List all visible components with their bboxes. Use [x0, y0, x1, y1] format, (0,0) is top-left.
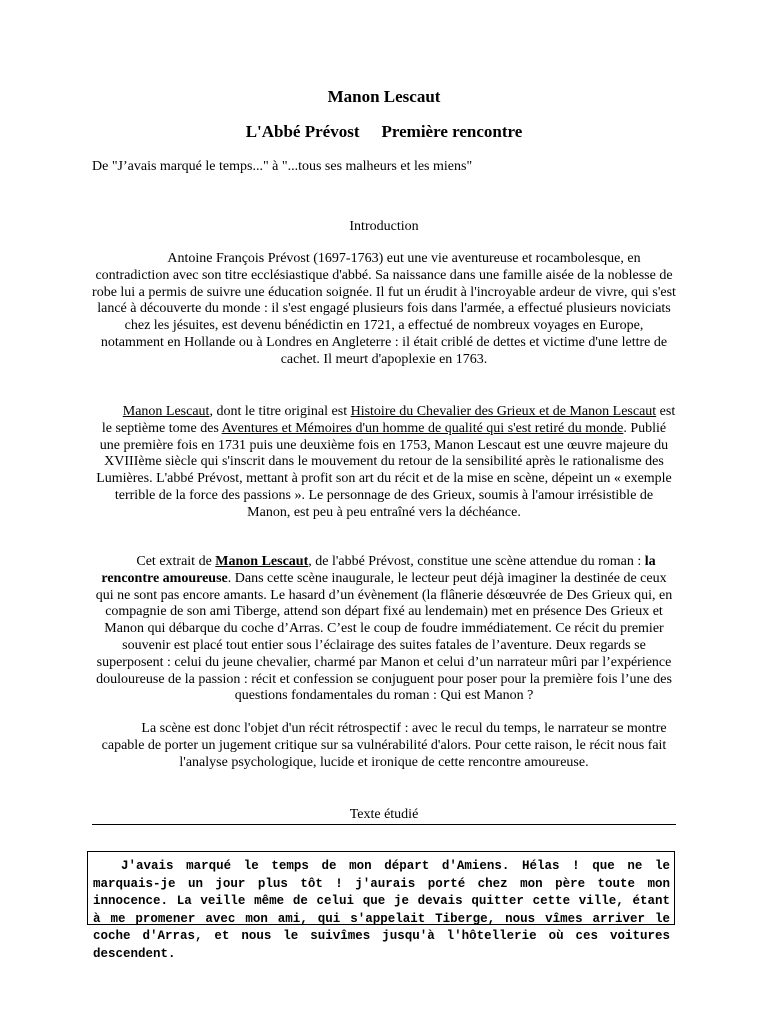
- paragraph-text: , dont le titre original est: [209, 404, 351, 419]
- introduction-paragraph-work: [92, 404, 676, 522]
- introduction-paragraph-biography: Antoine François Prévost (1697-1763) eut une vie aventureuse et rocambolesque, en contradiction avec son titre ecclésiastique d'abbé. Sa naissance dans une famille aisée de la noblesse de robe lui a permis de suivre une éducation soignée. Il fut un érudit à l'incroyable ardeur de vivre, qui s'est lancé à découverte du monde : il s'est engagé plusieurs fois dans l'armée, a effectué plusieurs noviciats chez les jésuites, est devenu bénédictin en 1721, a effectué de nombreux voyages en Europe, notamment en Hollande ou à Londres en Angleterre : il était criblé de dettes et victime d'une lettre de cachet. Il meurt d'apoplexie en 1763.: [92, 251, 676, 367]
- work-title-link[interactable]: Manon Lescaut: [122, 404, 210, 419]
- studied-text: J'avais marqué le temps de mon départ d'Amiens. Hélas ! que ne le marquais-je un jour plus tôt ! j'aurais porté chez mon père toute mon innocence. La veille même de celui que je devais quitter cette ville, étant à me promener avec mon ami, qui s'appelait Tiberge, nous vîmes arriver le coche d'Arras, et nous le suivîmes jusqu'à l'hôtellerie où ces voitures descendent.: [93, 859, 670, 961]
- section-divider: [92, 824, 676, 825]
- section-name: Première rencontre: [381, 122, 523, 141]
- studied-text-heading: Texte étudié: [349, 807, 419, 822]
- paragraph-text: Cet extrait de: [136, 554, 216, 569]
- extract-range: De "J’avais marqué le temps..." à "...tous ses malheurs et les miens": [92, 159, 473, 174]
- scene-name-bold: la rencontre amoureuse: [101, 554, 656, 586]
- studied-text-box: [87, 851, 675, 961]
- paragraph-text: . Dans cette scène inaugurale, le lecteur peut déjà imaginer la destinée de ceux qui ne sont pas encore amants. Le hasard d’un évènement (la flânerie désœuvrée de Des Grieux qui, en compagnie de son ami Tiberge, attend son départ fixé au lendemain) met en présence Des Grieux et Manon qui débarque du coche d’Arras. C’est le coup de foudre immédiatement. Ce récit du premier souvenir est placé tout entier sous l’éclairage des suites fatales de l’aventure. Deux regards se superposent : celui du jeune chevalier, charmé par Manon et celui d’un narrateur mûri par l’expérience douloureuse de la passion : récit et confession se conjuguent pour poser pour la première fois l’une des questions fondamentales du roman : Qui est Manon ?: [95, 570, 673, 704]
- paragraph-text: , de l'abbé Prévost, constitue une scène attendue du roman :: [308, 554, 645, 569]
- introduction-paragraph-narration: La scène est donc l'objet d'un récit rétrospectif : avec le recul du temps, le narrateur se montre capable de porter un jugement critique sur sa vulnérabilité d'alors. Pour cette raison, le récit nous fait l'analyse psychologique, lucide et ironique de cette rencontre amoureuse.: [101, 721, 667, 770]
- introduction-paragraph-extract: [92, 554, 676, 705]
- paragraph-text: est le septième tome des: [101, 404, 676, 436]
- document-title: Manon Lescaut: [327, 87, 441, 106]
- original-title-link[interactable]: Histoire du Chevalier des Grieux et de Manon Lescaut: [350, 404, 657, 419]
- paragraph-text: . Publié une première fois en 1731 puis une deuxième fois en 1753, Manon Lescaut est une œuvre majeure du XVIIIème siècle qui s'inscrit dans le mouvement du retour de la sensibilité après le rationalisme des Lumières. L'abbé Prévost, mettant à profit son art du récit et de la mise en scène, dépeint un « exemple terrible de la force des passions ». Le personnage de des Grieux, soumis à l'amour irrésistible de Manon, est peu à peu entraîné vers la déchéance.: [96, 420, 672, 520]
- author-name: L'Abbé Prévost: [245, 122, 360, 141]
- introduction-heading: Introduction: [349, 219, 419, 234]
- work-title-bold: Manon Lescaut: [215, 554, 309, 569]
- document-subtitle: [0, 122, 768, 142]
- series-title-link[interactable]: Aventures et Mémoires d'un homme de qualité qui s'est retiré du monde: [221, 420, 624, 436]
